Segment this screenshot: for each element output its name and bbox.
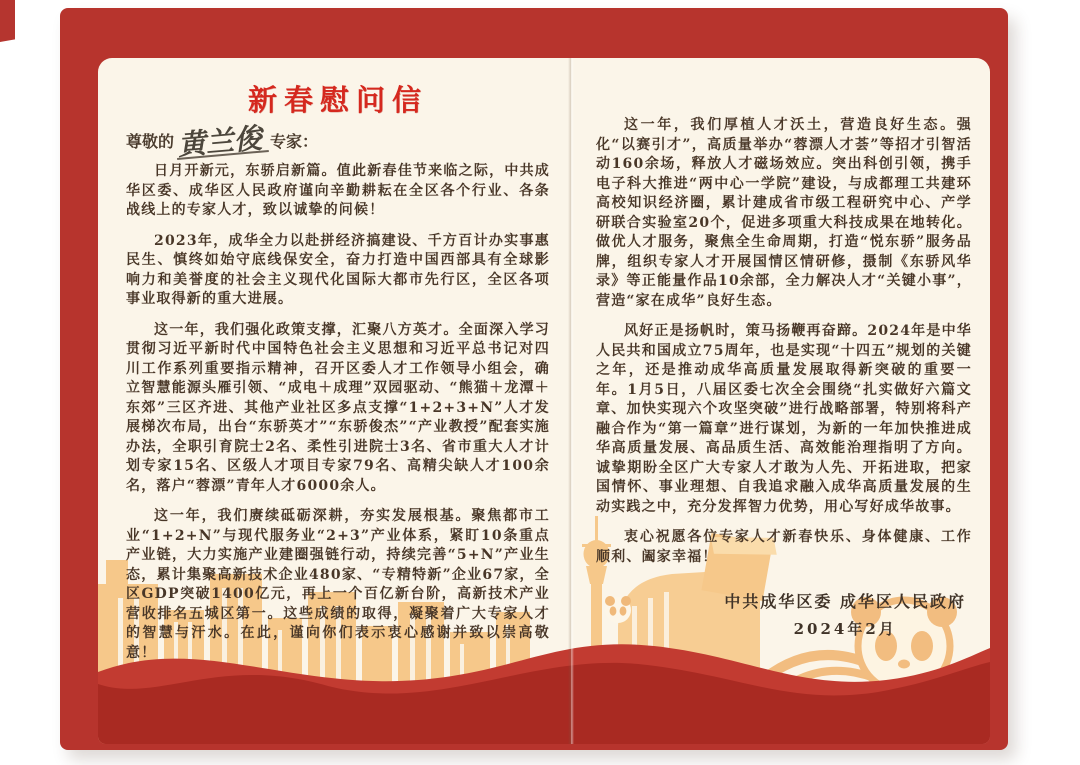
page-fold-line	[568, 58, 574, 744]
left-page	[126, 78, 550, 674]
left-paragraph-1: 日月开新元，东骄启新篇。值此新春佳节来临之际，中共成华区委、成华区人民政府谨向辛勤耕耘在全区各个行业、各条战线上的专家人才，致以诚挚的问候！	[126, 163, 550, 218]
salutation-suffix: 专家：	[270, 132, 319, 151]
right-paragraph-2: 风好正是扬帆时，策马扬鞭再奋蹄。2024年是中华人民共和国成立75周年，也是实现“十四五”规划的关键之年，还是推动成华高质量发展取得新突破的重要一年。1月5日，八届区委七次全会围绕“扎实做好六篇文章、加快实现六个攻坚突破”进行战略部署，特别将科产融合作为“第一篇章”进行谋划，为新的一年加快推进成华高质量发展、高品质生活、高效能治理指明了方向。诚挚期盼全区广大专家人才敢为人先、开拓进取，把家国情怀、事业理想、自我追求融入成华高质量发展的生动实践之中，充分发挥智力优势，用心写好成华故事。	[596, 323, 972, 515]
handwritten-recipient-name: 黄兰俊	[175, 128, 269, 160]
signature-block	[596, 589, 966, 639]
letter-pages	[98, 58, 990, 744]
left-paragraph-4: 这一年，我们赓续砥砺深耕，夯实发展根基。聚焦都市工业“1+2+N”与现代服务业“2+3”产业体系，紧盯10条重点产业链，大力实施产业建圈强链行动，持续完善“5+N”产业生态，累计集聚高新技术企业480家、“专精特新”企业67家，全区GDP突破1400亿元，再上一个百亿新台阶，高新技术产业营收排名五城区第一。这些成绩的取得，凝聚着广大专家人才的智慧与汗水。在此，谨向你们表示衷心感谢并致以崇高敬意！	[126, 508, 550, 661]
signature-date: 2024年2月	[793, 620, 897, 638]
left-paragraph-3: 这一年，我们强化政策支撑，汇聚八方英才。全面深入学习贯彻习近平新时代中国特色社会主义思想和习近平总书记对四川工作系列重要指示精神，召开区委人才工作领导小组会，确立智慧能源头雁引领、“成电＋成理”双园驱动、“熊猫＋龙潭＋东郊”三区齐进、其他产业社区多点支撑“1+2+3+N”人才发展梯次布局，出台“东骄英才”“东骄俊杰”“产业教授”配套实施办法，全职引育院士2名、柔性引进院士3名、省市重大人才计划专家15名、区级人才项目专家79名、高精尖缺人才100余名，落户“蓉漂”青年人才6000余人。	[126, 321, 550, 494]
salutation-prefix: 尊敬的	[126, 132, 175, 151]
left-paragraph-2: 2023年，成华全力以赴拼经济搞建设、千方百计办实事惠民生、慎终如始守底线保安全，奋力打造中国西部具有全球影响力和美誉度的社会主义现代化国际大都市先行区，全区各项事业取得新的重大进展。	[126, 232, 550, 307]
right-page	[596, 116, 972, 639]
greeting-card-cover	[60, 8, 1008, 750]
right-paragraph-1: 这一年，我们厚植人才沃土，营造良好生态。强化“以赛引才”，高质量举办“蓉漂人才荟”等招才引智活动160余场，释放人才磁场效应。突出科创引领，携手电子科大推进“两中心一学院”建设，与成都理工共建环高校知识经济圈，累计建成省市级工程研究中心、产学研联合实验室20个，促进多项重大科技成果在地转化。做优人才服务，聚焦全生命周期，打造“悦东骄”服务品牌，组织专家人才开展国情区情研修，摄制《东骄风华录》等正能量作品10余部，全力解决人才“关键小事”，营造“家在成华”良好生态。	[596, 117, 972, 309]
background-card-corner	[0, 0, 15, 42]
right-paragraph-3: 衷心祝愿各位专家人才新春快乐、身体健康、工作顺利、阖家幸福！	[596, 529, 972, 565]
salutation	[126, 121, 550, 162]
letter-title: 新春慰问信	[247, 83, 428, 117]
signature-organizations: 中共成华区委 成华区人民政府	[724, 592, 966, 611]
